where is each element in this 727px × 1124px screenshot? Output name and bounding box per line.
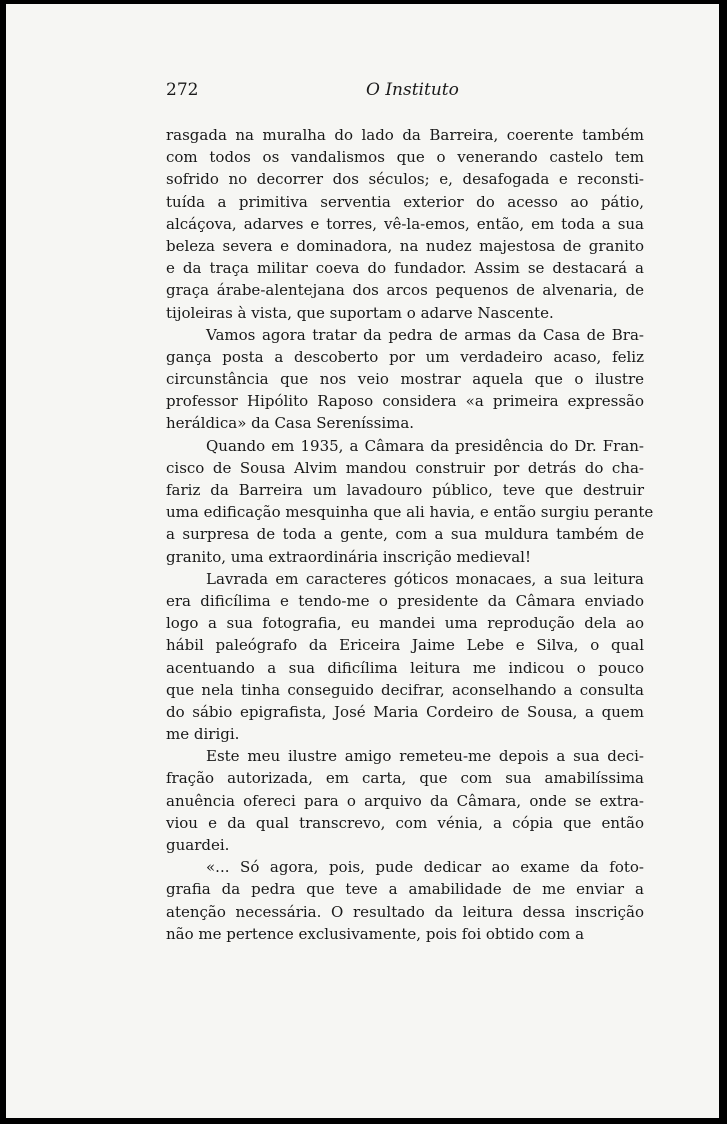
text-line: que nela tinha conseguido decifrar, aconselhando a consulta [166, 680, 644, 699]
body-text [166, 124, 654, 945]
page-number: 272 [166, 80, 199, 100]
text-line: Este meu ilustre amigo remeteu-me depois a sua deci- [206, 747, 644, 766]
text-line: fariz da Barreira um lavadouro público, teve que destruir [166, 481, 644, 499]
text-line: granito, uma extraordinária inscrição medieval! [166, 547, 532, 566]
text-line: logo a sua fotografia, eu mandei uma reprodução dela ao [166, 614, 644, 633]
text-line: Vamos agora tratar da pedra de armas da Casa de Bra- [206, 325, 644, 344]
paragraph [166, 124, 644, 324]
text-line: Quando em 1935, a Câmara da presidência do Dr. Fran- [206, 436, 644, 455]
text-line: anuência ofereci para o arquivo da Câmara, onde se extra- [166, 791, 644, 810]
paragraph [166, 856, 644, 945]
text-line: grafia da pedra que teve a amabilidade de me enviar a [166, 880, 644, 899]
text-line: do sábio epigrafista, José Maria Cordeiro de Sousa, a quem [166, 702, 644, 721]
text-line: guardei. [166, 836, 230, 854]
text-line: heráldica» da Casa Sereníssima. [166, 414, 415, 433]
text-line: atenção necessária. O resultado da leitura dessa inscrição [166, 902, 644, 921]
text-line: cisco de Sousa Alvim mandou construir por detrás do cha- [166, 458, 644, 477]
text-line: e da traça militar coeva do fundador. Assim se destacará a [166, 259, 644, 278]
text-line: sofrido no decorrer dos séculos; e, desafogada e reconsti- [166, 170, 644, 189]
text-line: circunstância que nos veio mostrar aquela que o ilustre [166, 370, 644, 389]
paragraph [166, 435, 654, 568]
text-line: viou e da qual transcrevo, com vénia, a cópia que então [166, 813, 644, 832]
text-line: uma edificação mesquinha que ali havia, e então surgiu perante [166, 503, 654, 522]
text-line: beleza severa e dominadora, na nudez majestosa de granito [166, 236, 644, 255]
text-line: graça árabe-alentejana dos arcos pequenos de alvenaria, de [166, 281, 644, 300]
text-line: professor Hipólito Raposo considera «a primeira expressão [166, 392, 644, 411]
text-line: tuída a primitiva serventia exterior do acesso ao pátio, [166, 192, 644, 211]
running-head [166, 80, 646, 108]
text-line: não me pertence exclusivamente, pois foi obtido com a [166, 924, 585, 943]
text-line: tijoleiras à vista, que suportam o adarve Nascente. [166, 303, 554, 322]
paragraph [166, 745, 644, 856]
book-page [6, 4, 719, 1118]
text-line: fração autorizada, em carta, que com sua amabilíssima [166, 769, 644, 788]
paragraph [166, 324, 644, 435]
text-line: rasgada na muralha do lado da Barreira, coerente também [166, 126, 644, 144]
journal-title: O Instituto [366, 80, 459, 100]
text-line: acentuando a sua dificílima leitura me indicou o pouco [166, 658, 644, 677]
text-line: hábil paleógrafo da Ericeira Jaime Lebe e Silva, o qual [166, 636, 644, 655]
text-line: alcáçova, adarves e torres, vê-la-emos, então, em toda a sua [166, 214, 644, 233]
text-line: Lavrada em caracteres góticos monacaes, a sua leitura [206, 569, 644, 588]
text-line: me dirigi. [166, 725, 240, 744]
text-line: gança posta a descoberto por um verdadeiro acaso, feliz [166, 347, 644, 366]
text-line: «... Só agora, pois, pude dedicar ao exame da foto- [206, 858, 644, 877]
text-line: era dificílima e tendo-me o presidente da Câmara enviado [166, 591, 644, 610]
text-line: com todos os vandalismos que o venerando castelo tem [166, 148, 644, 167]
paragraph [166, 568, 644, 746]
text-line: a surpresa de toda a gente, com a sua muldura também de [166, 525, 644, 544]
